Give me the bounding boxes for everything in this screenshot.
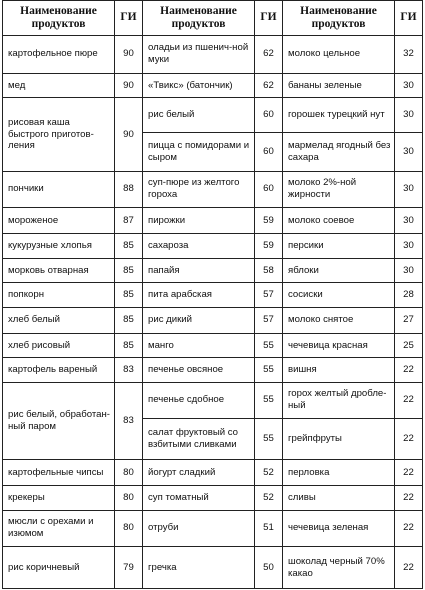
table-row <box>3 234 423 258</box>
gi-value: 62 <box>255 74 283 98</box>
product-name: папайя <box>143 258 255 282</box>
product-name: мюсли с орехами и изюмом <box>3 510 115 547</box>
gi-value: 57 <box>255 307 283 333</box>
table-row <box>3 307 423 333</box>
gi-value: 51 <box>255 510 283 547</box>
product-name: печенье овсяное <box>143 358 255 382</box>
gi-value: 58 <box>255 258 283 282</box>
product-name: пончики <box>3 171 115 208</box>
gi-value: 22 <box>395 459 423 485</box>
gi-value: 30 <box>395 234 423 258</box>
gi-value: 60 <box>255 171 283 208</box>
table-row <box>3 35 423 74</box>
product-name: вишня <box>283 358 395 382</box>
gi-value: 30 <box>395 171 423 208</box>
gi-value: 22 <box>395 547 423 589</box>
gi-value: 80 <box>115 486 143 510</box>
product-name: оладьи из пшенич-ной муки <box>143 35 255 74</box>
table-row <box>3 74 423 98</box>
table-row <box>3 283 423 307</box>
gi-value: 80 <box>115 510 143 547</box>
product-name: сосиски <box>283 283 395 307</box>
gi-value: 85 <box>115 283 143 307</box>
product-name: шоколад черный 70% какао <box>283 547 395 589</box>
product-name: суп томатный <box>143 486 255 510</box>
product-name: пита арабская <box>143 283 255 307</box>
gi-value: 90 <box>115 74 143 98</box>
table-row <box>3 486 423 510</box>
product-name: горошек турецкий нут <box>283 98 395 133</box>
gi-value: 59 <box>255 234 283 258</box>
gi-value: 52 <box>255 459 283 485</box>
header-name-col2: Наименование продуктов <box>143 1 255 36</box>
gi-value: 57 <box>255 283 283 307</box>
table-row <box>3 333 423 357</box>
gi-value: 87 <box>115 208 143 234</box>
product-name: салат фруктовый со взбитыми сливками <box>143 419 255 460</box>
gi-value: 32 <box>395 35 423 74</box>
header-gi-col3: ГИ <box>395 1 423 36</box>
gi-value: 30 <box>395 74 423 98</box>
product-name: мармелад ягодный без сахара <box>283 132 395 171</box>
product-name: чечевица зеленая <box>283 510 395 547</box>
table-row <box>3 382 423 419</box>
product-name: бананы зеленые <box>283 74 395 98</box>
product-name: крекеры <box>3 486 115 510</box>
gi-value: 52 <box>255 486 283 510</box>
gi-value: 83 <box>115 358 143 382</box>
product-name: грейпфруты <box>283 419 395 460</box>
product-name: чечевица красная <box>283 333 395 357</box>
product-name: отруби <box>143 510 255 547</box>
gi-value: 79 <box>115 547 143 589</box>
product-name: горох желтый дробле-ный <box>283 382 395 419</box>
gi-value: 88 <box>115 171 143 208</box>
product-name: сливы <box>283 486 395 510</box>
gi-value: 83 <box>115 382 143 459</box>
gi-value: 30 <box>395 208 423 234</box>
product-name: яблоки <box>283 258 395 282</box>
table-row <box>3 258 423 282</box>
gi-value: 22 <box>395 510 423 547</box>
table-row <box>3 208 423 234</box>
product-name: рис дикий <box>143 307 255 333</box>
gi-value: 22 <box>395 358 423 382</box>
product-name: молоко соевое <box>283 208 395 234</box>
gi-value: 59 <box>255 208 283 234</box>
gi-value: 90 <box>115 98 143 171</box>
gi-value: 80 <box>115 459 143 485</box>
gi-value: 85 <box>115 258 143 282</box>
product-name: суп-пюре из желтого гороха <box>143 171 255 208</box>
gi-value: 27 <box>395 307 423 333</box>
product-name: перловка <box>283 459 395 485</box>
product-name: морковь отварная <box>3 258 115 282</box>
gi-value: 85 <box>115 307 143 333</box>
gi-value: 90 <box>115 35 143 74</box>
product-name: печенье сдобное <box>143 382 255 419</box>
gi-value: 60 <box>255 98 283 133</box>
table-row <box>3 98 423 133</box>
product-name: манго <box>143 333 255 357</box>
gi-value: 62 <box>255 35 283 74</box>
product-name: мед <box>3 74 115 98</box>
gi-value: 28 <box>395 283 423 307</box>
product-name: картофельное пюре <box>3 35 115 74</box>
gi-value: 25 <box>395 333 423 357</box>
product-name: картофельные чипсы <box>3 459 115 485</box>
table-row <box>3 358 423 382</box>
product-name: пирожки <box>143 208 255 234</box>
gi-value: 22 <box>395 419 423 460</box>
gi-value: 22 <box>395 486 423 510</box>
header-gi-col2: ГИ <box>255 1 283 36</box>
gi-value: 85 <box>115 234 143 258</box>
table-row <box>3 459 423 485</box>
product-name: сахароза <box>143 234 255 258</box>
header-row <box>3 1 423 36</box>
gi-value: 22 <box>395 382 423 419</box>
gi-value: 55 <box>255 382 283 419</box>
gi-value: 60 <box>255 132 283 171</box>
gi-value: 55 <box>255 358 283 382</box>
product-name: мороженое <box>3 208 115 234</box>
header-name-col3: Наименование продуктов <box>283 1 395 36</box>
gi-value: 85 <box>115 333 143 357</box>
gi-value: 55 <box>255 419 283 460</box>
table-row <box>3 547 423 589</box>
product-name: молоко цельное <box>283 35 395 74</box>
product-name: «Твикс» (батончик) <box>143 74 255 98</box>
gi-value: 30 <box>395 258 423 282</box>
product-name: рис белый, обработан-ный паром <box>3 382 115 459</box>
glycemic-index-table <box>2 0 423 589</box>
table-row <box>3 510 423 547</box>
product-name: рисовая каша быстрого приготов-ления <box>3 98 115 171</box>
product-name: хлеб белый <box>3 307 115 333</box>
product-name: молоко 2%-ной жирности <box>283 171 395 208</box>
product-name: картофель вареный <box>3 358 115 382</box>
header-gi-col1: ГИ <box>115 1 143 36</box>
product-name: йогурт сладкий <box>143 459 255 485</box>
product-name: рис белый <box>143 98 255 133</box>
product-name: попкорн <box>3 283 115 307</box>
product-name: молоко снятое <box>283 307 395 333</box>
product-name: кукурузные хлопья <box>3 234 115 258</box>
product-name: рис коричневый <box>3 547 115 589</box>
product-name: пицца с помидорами и сыром <box>143 132 255 171</box>
gi-value: 55 <box>255 333 283 357</box>
gi-value: 30 <box>395 98 423 133</box>
product-name: хлеб рисовый <box>3 333 115 357</box>
gi-value: 50 <box>255 547 283 589</box>
table-row <box>3 171 423 208</box>
product-name: персики <box>283 234 395 258</box>
gi-value: 30 <box>395 132 423 171</box>
product-name: гречка <box>143 547 255 589</box>
header-name-col1: Наименование продуктов <box>3 1 115 36</box>
